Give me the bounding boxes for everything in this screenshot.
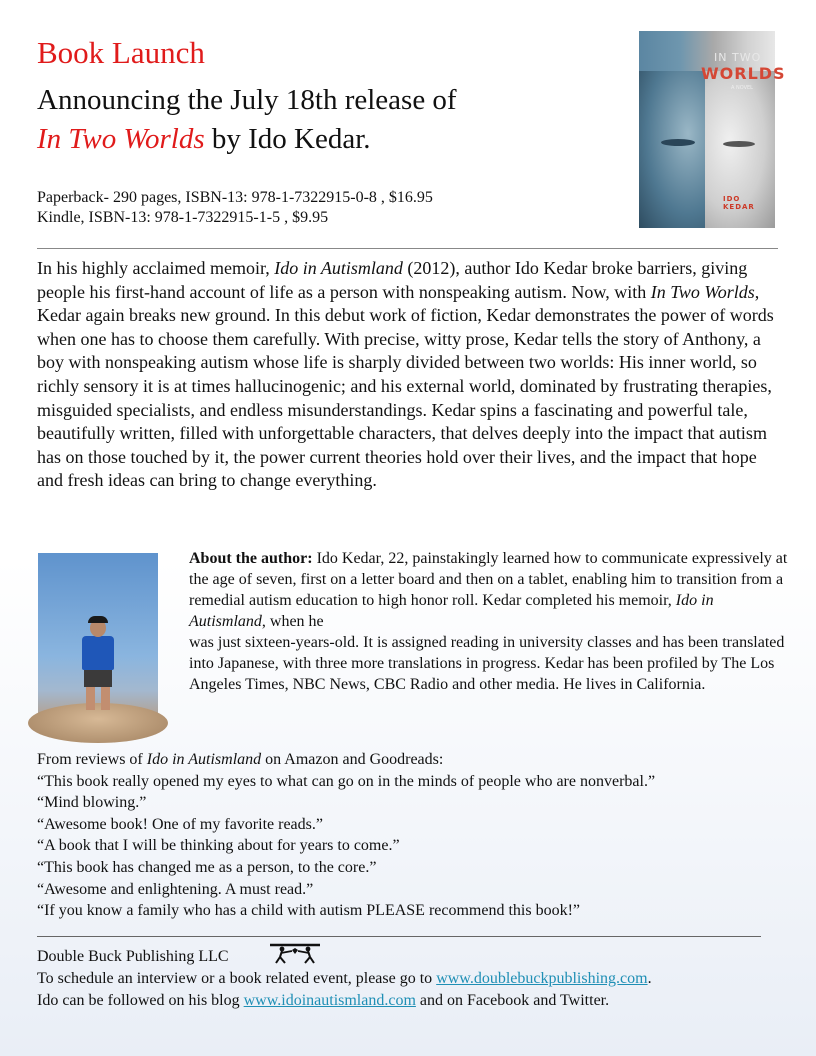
blog-end: and on Facebook and Twitter. [415, 992, 610, 1009]
about-text-3: was just sixteen-years-old. It is assigned reading in university classes and has been translated into Japanese, with three more translations in progress. Kedar has been profiled by The Los Angeles Times, NBC News, CBC Radio and other media. He lives in California. [189, 634, 785, 693]
announcement-line: Announcing the July 18th release of [37, 84, 457, 116]
book-description [37, 257, 782, 493]
review-quote: “Mind blowing.” [37, 794, 147, 812]
publisher-website-link[interactable]: www.doublebuckpublishing.com [436, 970, 648, 987]
blog-line [37, 990, 609, 1011]
desc-text-1: In his highly acclaimed memoir, [37, 258, 275, 278]
photo-leg-right [101, 686, 110, 710]
blog-link[interactable]: www.idoinautismland.com [243, 992, 416, 1009]
about-text-1: Ido Kedar, 22, painstakingly learned how to communicate expressively at the age of seven, first on a letter board and then on a tablet, enabling him to transition from a remedial autism education to high honor roll. Kedar completed his memoir, [189, 550, 788, 609]
cover-title-line1: IN TWO [714, 51, 762, 64]
review-quote: “A book that I will be thinking about for years to come.” [37, 837, 400, 855]
schedule-line [37, 968, 652, 989]
cover-eye-left [661, 139, 695, 146]
reviews-section [37, 749, 797, 922]
desc-novel-title: In Two Worlds [650, 281, 755, 302]
divider-top [37, 248, 778, 249]
desc-text-2: (2012), author Ido Kedar broke barriers, giving people his first-hand account of life as a person with nonspeaking autism. Now, with [37, 258, 748, 302]
author-photo [38, 553, 158, 725]
divider-bottom [37, 936, 761, 937]
reviews-intro-text: From reviews of [37, 751, 147, 768]
cover-title-line2: WORLDS [701, 64, 786, 83]
cover-tagline: A NOVEL [731, 85, 753, 91]
reviews-intro [37, 749, 797, 771]
announcement-title-line [37, 121, 371, 157]
photo-shirt [82, 636, 114, 670]
page-heading: Book Launch [37, 35, 205, 70]
blog-text: Ido can be followed on his blog [37, 992, 244, 1009]
photo-leg-left [86, 686, 95, 710]
photo-rock [28, 703, 168, 743]
about-text-2: , when he [261, 613, 324, 630]
review-quote: “Awesome book! One of my favorite reads.” [37, 815, 323, 833]
about-author-label: About the author: [189, 550, 313, 567]
reviews-intro-source: on Amazon and Goodreads: [261, 751, 444, 768]
publisher-name: Double Buck Publishing LLC [37, 948, 229, 965]
cover-face-left [639, 71, 709, 228]
schedule-end: . [647, 970, 652, 987]
review-quote: “This book has changed me as a person, to the core.” [37, 858, 377, 876]
kindle-info: Kindle, ISBN-13: 978-1-7322915-1-5 , $9.95 [37, 209, 329, 226]
book-cover-image [639, 31, 786, 228]
publisher-logo-icon [268, 942, 322, 964]
desc-memoir-title: Ido in Autismland [274, 258, 403, 278]
about-memoir-title: Ido in Autismland [189, 592, 714, 630]
about-author [189, 548, 789, 695]
photo-shorts [84, 669, 112, 687]
review-quote: “This book really opened my eyes to what can go on in the minds of people who are nonverbal.” [37, 772, 656, 790]
book-title: In Two Worlds [37, 123, 205, 155]
photo-cap [88, 616, 108, 623]
review-quote: “Awesome and enlightening. A must read.” [37, 880, 314, 898]
schedule-text: To schedule an interview or a book related event, please go to [37, 970, 437, 987]
paperback-info: Paperback- 290 pages, ISBN-13: 978-1-7322915-0-8 , $16.95 [37, 189, 433, 206]
review-quote: “If you know a family who has a child with autism PLEASE recommend this book!” [37, 902, 581, 920]
cover-eye-right [723, 141, 755, 147]
announcement-author: by Ido Kedar. [204, 123, 371, 155]
reviews-intro-book-title: Ido in Autismland [146, 751, 262, 768]
desc-text-3: , Kedar again breaks new ground. In this debut work of fiction, Kedar demonstrates the power of words when one has to choose them carefully. With precise, witty prose, Kedar tells the story of Anthony, a boy with nonspeaking autism whose life is sharply divided between two worlds: His inner world, so richly sensory it is at times hallucinogenic; and his external world, dominated by frustrating therapies, misguided specialists, and endless misunderstandings. Kedar spins a fascinating and powerful tale, beautifully written, filled with unforgettable characters, that delves deeply into the impact that autism has on those touched by it, the power current theories hold over their lives, and the impact that hope and fresh ideas can bring to change everything. [37, 281, 774, 491]
cover-author: IDO KEDAR [723, 195, 755, 211]
